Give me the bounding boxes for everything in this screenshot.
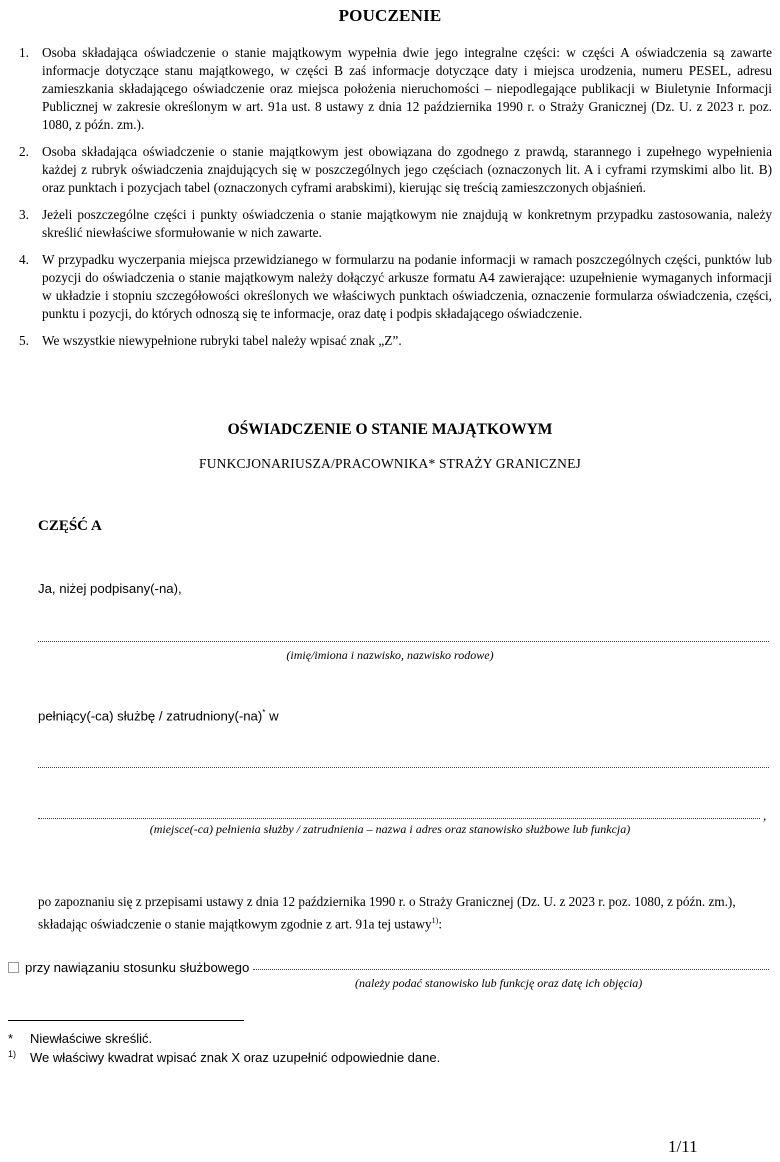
instructions-heading: POUCZENIE [338, 6, 442, 25]
instruction-text: Osoba składająca oświadczenie o stanie majątkowym jest obowiązana do zgodnego z prawdą, starannego i zupełnego wypełnienia każdej z rubryk oświadczenia znajdujących się w poszczególnych jego częściach (oznaczonych lit. A i cyframi rzymskimi albo lit. B) oraz punktach i pozycjach tabel (oznaczonych cyframi arabskimi), kierując się treścią zamieszczonych objaśnień. [42, 144, 772, 195]
statement-footnote-ref: 1) [431, 915, 439, 925]
checkbox-label: przy nawiązaniu stosunku służbowego [25, 960, 250, 975]
service-suffix: w [265, 708, 279, 724]
footnote-text: Niewłaściwe skreślić. [30, 1031, 153, 1046]
name-caption: (imię/imiona i nazwisko, nazwisko rodowe) [286, 648, 494, 662]
form-subtitle: FUNKCJONARIUSZA/PRACOWNIKA* STRAŻY GRANICZNEJ [198, 456, 582, 471]
instruction-number: 2. [19, 144, 29, 159]
workplace-input-line-2[interactable] [38, 817, 760, 819]
service-text [38, 708, 279, 723]
service-start-checkbox[interactable] [8, 962, 19, 973]
service-label: pełniący(-ca) służbę / zatrudniony(-na) [38, 708, 263, 724]
footnote [8, 1031, 152, 1046]
footnote-text: We właściwy kwadrat wpisać znak X oraz uzupełnić odpowiednie dane. [30, 1050, 441, 1065]
instruction-item [0, 251, 780, 323]
service-asterisk: * [262, 708, 266, 717]
footnote [8, 1049, 440, 1065]
intro-text: Ja, niżej podpisany(-na), [38, 581, 182, 596]
service-start-option [8, 960, 770, 975]
instruction-number: 5. [19, 333, 29, 348]
instruction-text: We wszystkie niewypełnione rubryki tabel należy wpisać znak „Z”. [42, 333, 402, 348]
statement-colon: : [438, 915, 442, 931]
footnote-mark: * [8, 1031, 14, 1046]
instruction-item [0, 44, 780, 134]
workplace-input-line-1[interactable] [38, 766, 769, 768]
instruction-text: W przypadku wyczerpania miejsca przewidzianego w formularzu na podanie informacji w ramach poszczególnych części, punktów lub pozycji do oświadczenia o stanie majątkowym należy dołączyć arkusze formatu A4 zawierające: uzupełnienie wymaganych informacji w układzie i stopniu szczegółowości określonych we właściwych punktach oświadczenia, oznaczenie formularza oświadczenia, części, punktu i pozycji, do których odnoszą się te informacje, oraz datę i podpis składającego oświadczenie. [42, 252, 772, 321]
footnote-separator [8, 1020, 244, 1021]
instruction-item [0, 143, 780, 197]
line-comma: , [763, 808, 767, 823]
footnote-mark: 1) [8, 1049, 17, 1059]
page-number: 1/11 [668, 1137, 698, 1156]
instruction-item [0, 206, 780, 242]
instruction-number: 3. [19, 207, 29, 222]
statement-paragraph [38, 893, 774, 933]
instruction-number: 4. [19, 252, 29, 267]
form-title: OŚWIADCZENIE O STANIE MAJĄTKOWYM [227, 421, 553, 438]
part-a-heading: CZĘŚĆ A [38, 518, 102, 534]
workplace-caption: (miejsce(-ca) pełnienia służby / zatrudnienia – nazwa i adres oraz stanowisko służbowe lub funkcja) [149, 822, 631, 836]
name-input-line[interactable] [38, 640, 769, 642]
instructions-list [0, 44, 780, 359]
statement-text: po zapoznaniu się z przepisami ustawy z dnia 12 października 1990 r. o Straży Granicznej (Dz. U. z 2023 r. poz. 1080, z późn. zm.), składając oświadczenie o stanie majątkowym zgodnie z art. 91a tej ustawy [38, 894, 736, 931]
instruction-number: 1. [19, 45, 29, 60]
instruction-item [0, 332, 780, 350]
position-input-line[interactable] [253, 969, 770, 970]
instruction-text: Osoba składająca oświadczenie o stanie majątkowym wypełnia dwie jego integralne części: w części A oświadczenia są zawarte informacje dotyczące stanu majątkowego, w części B zaś informacje dotyczące daty i miejsca urodzenia, numeru PESEL, adresu zamieszkania składającego oświadczenie oraz miejsca położenia nieruchomości – niepodlegające publikacji w Biuletynie Informacji Publicznej w zakresie określonym w art. 91a ust. 8 ustawy z dnia 12 października 1990 r. o Straży Granicznej (Dz. U. z 2023 r. poz. 1080, z późn. zm.). [42, 45, 772, 132]
instruction-text: Jeżeli poszczególne części i punkty oświadczenia o stanie majątkowym nie znajdują w konkretnym przypadku zastosowania, należy skreślić niewłaściwe sformułowanie w nich zawarte. [42, 207, 772, 240]
position-caption: (należy podać stanowisko lub funkcję oraz datę ich objęcia) [355, 976, 643, 990]
